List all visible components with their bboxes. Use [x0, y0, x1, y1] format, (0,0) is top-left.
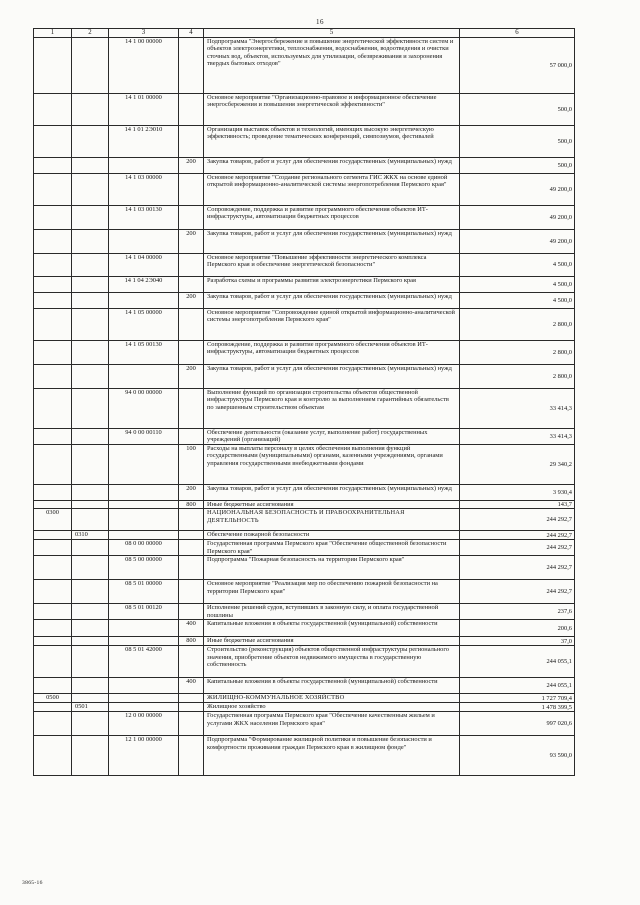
amount: 2 800,0	[460, 365, 575, 389]
section-code: 0500	[34, 694, 72, 703]
section-code	[34, 126, 72, 158]
amount: 49 200,0	[460, 230, 575, 254]
article-code: 14 1 01 2Э010	[109, 126, 179, 158]
item-name: Иные бюджетные ассигнования	[204, 637, 460, 646]
subsection-code	[72, 712, 109, 736]
header-col-3: 3	[109, 29, 179, 38]
subsection-code	[72, 254, 109, 277]
expense-type-code: 200	[179, 230, 204, 254]
subsection-code	[72, 365, 109, 389]
article-code	[109, 293, 179, 309]
subsection-code	[72, 158, 109, 174]
item-name: Основное мероприятие "Создание регионального сегмента ГИС ЖКХ на основе единой открытой информационно-аналитической системы энергопотребления Пермского края"	[204, 174, 460, 206]
item-name: Иные бюджетные ассигнования	[204, 500, 460, 508]
table-row	[34, 604, 575, 620]
footer-code: 3865-16	[22, 880, 43, 886]
expense-type-code	[179, 341, 204, 365]
item-name: Закупка товаров, работ и услуг для обеспечения государственных (муниципальных) нужд	[204, 484, 460, 500]
expense-type-code	[179, 694, 204, 703]
item-name: Выполнение функций по организации строительства объектов общественной инфраструктуры Пермского края и контролю за выполнением гарантийных обязательств по завершенным строительством объектам	[204, 389, 460, 429]
section-code	[34, 484, 72, 500]
article-code: 14 1 04 00000	[109, 254, 179, 277]
subsection-code	[72, 646, 109, 678]
subsection-code	[72, 126, 109, 158]
amount: 200,6	[460, 620, 575, 637]
amount: 500,0	[460, 94, 575, 126]
item-name: Сопровождение, поддержка и развитие программного обеспечения объектов ИТ-инфраструктуры, автоматизации бюджетных процессов	[204, 206, 460, 230]
item-name: Подпрограмма "Пожарная безопасность на территории Пермского края"	[204, 556, 460, 580]
section-code	[34, 293, 72, 309]
article-code: 14 1 01 00000	[109, 94, 179, 126]
article-code	[109, 620, 179, 637]
header-col-5: 5	[204, 29, 460, 38]
table-row	[34, 429, 575, 445]
table-row	[34, 293, 575, 309]
expense-type-code	[179, 94, 204, 126]
section-code	[34, 604, 72, 620]
table-row	[34, 174, 575, 206]
amount: 49 200,0	[460, 206, 575, 230]
amount: 57 000,0	[460, 38, 575, 94]
expense-type-code: 200	[179, 158, 204, 174]
amount: 244 055,1	[460, 646, 575, 678]
subsection-code	[72, 484, 109, 500]
expense-type-code	[179, 254, 204, 277]
header-col-2: 2	[72, 29, 109, 38]
subsection-code	[72, 509, 109, 531]
amount: 244 055,1	[460, 678, 575, 694]
amount: 244 292,7	[460, 509, 575, 531]
article-code	[109, 509, 179, 531]
subsection-code: 0310	[72, 531, 109, 540]
amount: 500,0	[460, 126, 575, 158]
item-name: НАЦИОНАЛЬНАЯ БЕЗОПАСНОСТЬ И ПРАВООХРАНИТЕЛЬНАЯ ДЕЯТЕЛЬНОСТЬ	[204, 509, 460, 531]
section-code	[34, 230, 72, 254]
section-code	[34, 620, 72, 637]
expense-type-code	[179, 703, 204, 712]
section-code	[34, 646, 72, 678]
section-code	[34, 556, 72, 580]
section-code	[34, 94, 72, 126]
article-code	[109, 500, 179, 508]
expense-type-code: 100	[179, 444, 204, 484]
article-code: 12 0 00 00000	[109, 712, 179, 736]
subsection-code	[72, 38, 109, 94]
amount: 244 292,7	[460, 540, 575, 556]
subsection-code	[72, 389, 109, 429]
amount: 237,6	[460, 604, 575, 620]
table-row	[34, 206, 575, 230]
section-code	[34, 206, 72, 230]
subsection-code	[72, 540, 109, 556]
article-code: 08 5 01 00000	[109, 580, 179, 604]
section-code	[34, 158, 72, 174]
item-name: ЖИЛИЩНО-КОММУНАЛЬНОЕ ХОЗЯЙСТВО	[204, 694, 460, 703]
subsection-code	[72, 94, 109, 126]
expense-type-code	[179, 309, 204, 341]
article-code: 08 5 01 42000	[109, 646, 179, 678]
expense-type-code	[179, 712, 204, 736]
article-code: 14 1 03 00000	[109, 174, 179, 206]
item-name: Расходы на выплаты персоналу в целях обеспечения выполнения функций государственными (муниципальными) органами, казенными учреждениями, органами управления государственными внебюджетными фондами	[204, 444, 460, 484]
table-row	[34, 365, 575, 389]
expense-type-code	[179, 604, 204, 620]
item-name: Сопровождение, поддержка и развитие программного обеспечения объектов ИТ-инфраструктуры, автоматизации бюджетных процессов	[204, 341, 460, 365]
subsection-code	[72, 620, 109, 637]
expense-type-code	[179, 277, 204, 293]
article-code: 94 0 00 00000	[109, 389, 179, 429]
article-code: 94 0 00 00110	[109, 429, 179, 445]
table-row	[34, 736, 575, 776]
table-row	[34, 620, 575, 637]
expense-type-code	[179, 540, 204, 556]
subsection-code	[72, 277, 109, 293]
amount: 37,0	[460, 637, 575, 646]
item-name: Основное мероприятие "Сопровождение единой открытой информационно-аналитической системы энергопотребления Пермского края"	[204, 309, 460, 341]
section-code	[34, 365, 72, 389]
subsection-code	[72, 604, 109, 620]
subsection-code	[72, 694, 109, 703]
section-code	[34, 703, 72, 712]
article-code	[109, 158, 179, 174]
article-code: 08 0 00 00000	[109, 540, 179, 556]
table-row	[34, 500, 575, 508]
expense-type-code	[179, 646, 204, 678]
amount: 500,0	[460, 158, 575, 174]
article-code	[109, 230, 179, 254]
header-col-6: 6	[460, 29, 575, 38]
item-name: Исполнение решений судов, вступивших в законную силу, и оплата государственной пошлины	[204, 604, 460, 620]
table-row	[34, 158, 575, 174]
article-code	[109, 484, 179, 500]
item-name: Разработка схемы и программы развития электроэнергетики Пермского края	[204, 277, 460, 293]
table-row	[34, 444, 575, 484]
article-code: 14 1 00 00000	[109, 38, 179, 94]
table-row	[34, 126, 575, 158]
item-name: Закупка товаров, работ и услуг для обеспечения государственных (муниципальных) нужд	[204, 293, 460, 309]
item-name: Государственная программа Пермского края "Обеспечение общественной безопасности Пермского края"	[204, 540, 460, 556]
subsection-code	[72, 556, 109, 580]
page-number: 16	[316, 18, 324, 26]
subsection-code	[72, 293, 109, 309]
item-name: Закупка товаров, работ и услуг для обеспечения государственных (муниципальных) нужд	[204, 158, 460, 174]
item-name: Капитальные вложения в объекты государственной (муниципальной) собственности	[204, 678, 460, 694]
amount: 4 500,0	[460, 277, 575, 293]
article-code: 08 5 00 00000	[109, 556, 179, 580]
section-code	[34, 444, 72, 484]
section-code	[34, 540, 72, 556]
subsection-code	[72, 444, 109, 484]
article-code: 14 1 05 00000	[109, 309, 179, 341]
article-code: 14 1 05 00130	[109, 341, 179, 365]
item-name: Основное мероприятие "Реализация мер по обеспечению пожарной безопасности на территории Пермского края"	[204, 580, 460, 604]
section-code	[34, 174, 72, 206]
amount: 4 500,0	[460, 293, 575, 309]
table-row	[34, 678, 575, 694]
section-code	[34, 38, 72, 94]
expense-type-code	[179, 556, 204, 580]
table-body	[34, 38, 575, 776]
expense-type-code	[179, 429, 204, 445]
article-code	[109, 678, 179, 694]
item-name: Подпрограмма "Энергосбережение и повышение энергетической эффективности систем и объектов электроэнергетики, теплоснабжения, водоснабжения, водоотведения и очистки сточных вод, объектов, используемых для утилизации, обезвреживания и захоронения твердых бытовых отходов"	[204, 38, 460, 94]
article-code	[109, 365, 179, 389]
table-row	[34, 389, 575, 429]
section-code	[34, 254, 72, 277]
table-row	[34, 637, 575, 646]
expense-type-code	[179, 736, 204, 776]
amount: 3 930,4	[460, 484, 575, 500]
item-name: Строительство (реконструкция) объектов общественной инфраструктуры регионального значения, приобретение объектов недвижимого имущества в государственную собственность	[204, 646, 460, 678]
article-code	[109, 531, 179, 540]
header-col-1: 1	[34, 29, 72, 38]
amount: 244 292,7	[460, 531, 575, 540]
article-code	[109, 703, 179, 712]
section-code	[34, 429, 72, 445]
item-name: Основное мероприятие "Организационно-правовое и информационное обеспечение энергосбережения и повышения энергетической эффективности"	[204, 94, 460, 126]
item-name: Закупка товаров, работ и услуг для обеспечения государственных (муниципальных) нужд	[204, 230, 460, 254]
amount: 49 200,0	[460, 174, 575, 206]
amount: 2 800,0	[460, 309, 575, 341]
table-row	[34, 277, 575, 293]
table-header-row	[34, 29, 575, 38]
section-code	[34, 531, 72, 540]
expense-type-code: 400	[179, 620, 204, 637]
article-code: 12 1 00 00000	[109, 736, 179, 776]
table-row	[34, 254, 575, 277]
expense-type-code	[179, 126, 204, 158]
table-row	[34, 509, 575, 531]
article-code	[109, 637, 179, 646]
expense-type-code	[179, 174, 204, 206]
table-row	[34, 94, 575, 126]
section-code	[34, 712, 72, 736]
item-name: Жилищное хозяйство	[204, 703, 460, 712]
amount: 33 414,3	[460, 389, 575, 429]
section-code	[34, 341, 72, 365]
subsection-code	[72, 678, 109, 694]
subsection-code: 0501	[72, 703, 109, 712]
section-code	[34, 637, 72, 646]
section-code	[34, 277, 72, 293]
expense-type-code	[179, 206, 204, 230]
item-name: Капитальные вложения в объекты государственной (муниципальной) собственности	[204, 620, 460, 637]
subsection-code	[72, 174, 109, 206]
table-row	[34, 341, 575, 365]
amount: 244 292,7	[460, 556, 575, 580]
amount: 4 500,0	[460, 254, 575, 277]
article-code	[109, 694, 179, 703]
amount: 2 800,0	[460, 341, 575, 365]
table-row	[34, 556, 575, 580]
subsection-code	[72, 736, 109, 776]
expense-type-code: 200	[179, 365, 204, 389]
amount: 93 590,0	[460, 736, 575, 776]
table-row	[34, 230, 575, 254]
amount: 997 020,6	[460, 712, 575, 736]
expense-type-code: 200	[179, 293, 204, 309]
expense-type-code: 200	[179, 484, 204, 500]
item-name: Подпрограмма "Формирование жилищной политики и повышение безопасности и комфортности проживания граждан Пермского края в жилищном фонде"	[204, 736, 460, 776]
amount: 143,7	[460, 500, 575, 508]
section-code	[34, 309, 72, 341]
amount: 1 478 399,5	[460, 703, 575, 712]
table-row	[34, 540, 575, 556]
amount: 1 727 709,4	[460, 694, 575, 703]
subsection-code	[72, 500, 109, 508]
header-col-4: 4	[179, 29, 204, 38]
section-code: 0300	[34, 509, 72, 531]
amount: 244 292,7	[460, 580, 575, 604]
subsection-code	[72, 580, 109, 604]
expense-type-code: 400	[179, 678, 204, 694]
table-row	[34, 646, 575, 678]
table-row	[34, 712, 575, 736]
table-row	[34, 309, 575, 341]
section-code	[34, 678, 72, 694]
expense-type-code: 800	[179, 637, 204, 646]
section-code	[34, 736, 72, 776]
subsection-code	[72, 637, 109, 646]
expense-type-code: 800	[179, 500, 204, 508]
expense-type-code	[179, 580, 204, 604]
article-code	[109, 444, 179, 484]
expense-type-code	[179, 38, 204, 94]
section-code	[34, 389, 72, 429]
subsection-code	[72, 206, 109, 230]
amount: 33 414,3	[460, 429, 575, 445]
table-row	[34, 580, 575, 604]
table-row	[34, 703, 575, 712]
article-code: 14 1 04 2Э040	[109, 277, 179, 293]
item-name: Государственная программа Пермского края "Обеспечение качественным жильем и услугами ЖКХ населения Пермского края"	[204, 712, 460, 736]
subsection-code	[72, 309, 109, 341]
subsection-code	[72, 341, 109, 365]
section-code	[34, 580, 72, 604]
expense-type-code	[179, 389, 204, 429]
expense-type-code	[179, 509, 204, 531]
subsection-code	[72, 429, 109, 445]
section-code	[34, 500, 72, 508]
table-row	[34, 531, 575, 540]
item-name: Организация выставок объектов и технологий, имеющих высокую энергетическую эффективность; проведение тематических конференций, симпозиумов, фестивалей	[204, 126, 460, 158]
item-name: Обеспечение пожарной безопасности	[204, 531, 460, 540]
table-row	[34, 694, 575, 703]
budget-table	[33, 28, 575, 776]
article-code: 08 5 01 00120	[109, 604, 179, 620]
item-name: Основное мероприятие "Повышение эффективности энергетического комплекса Пермского края и обеспечение энергетической безопасности"	[204, 254, 460, 277]
article-code: 14 1 03 00130	[109, 206, 179, 230]
amount: 29 340,2	[460, 444, 575, 484]
table-row	[34, 38, 575, 94]
item-name: Обеспечение деятельности (оказание услуг, выполнение работ) государственных учреждений (организаций)	[204, 429, 460, 445]
table-row	[34, 484, 575, 500]
item-name: Закупка товаров, работ и услуг для обеспечения государственных (муниципальных) нужд	[204, 365, 460, 389]
subsection-code	[72, 230, 109, 254]
expense-type-code	[179, 531, 204, 540]
